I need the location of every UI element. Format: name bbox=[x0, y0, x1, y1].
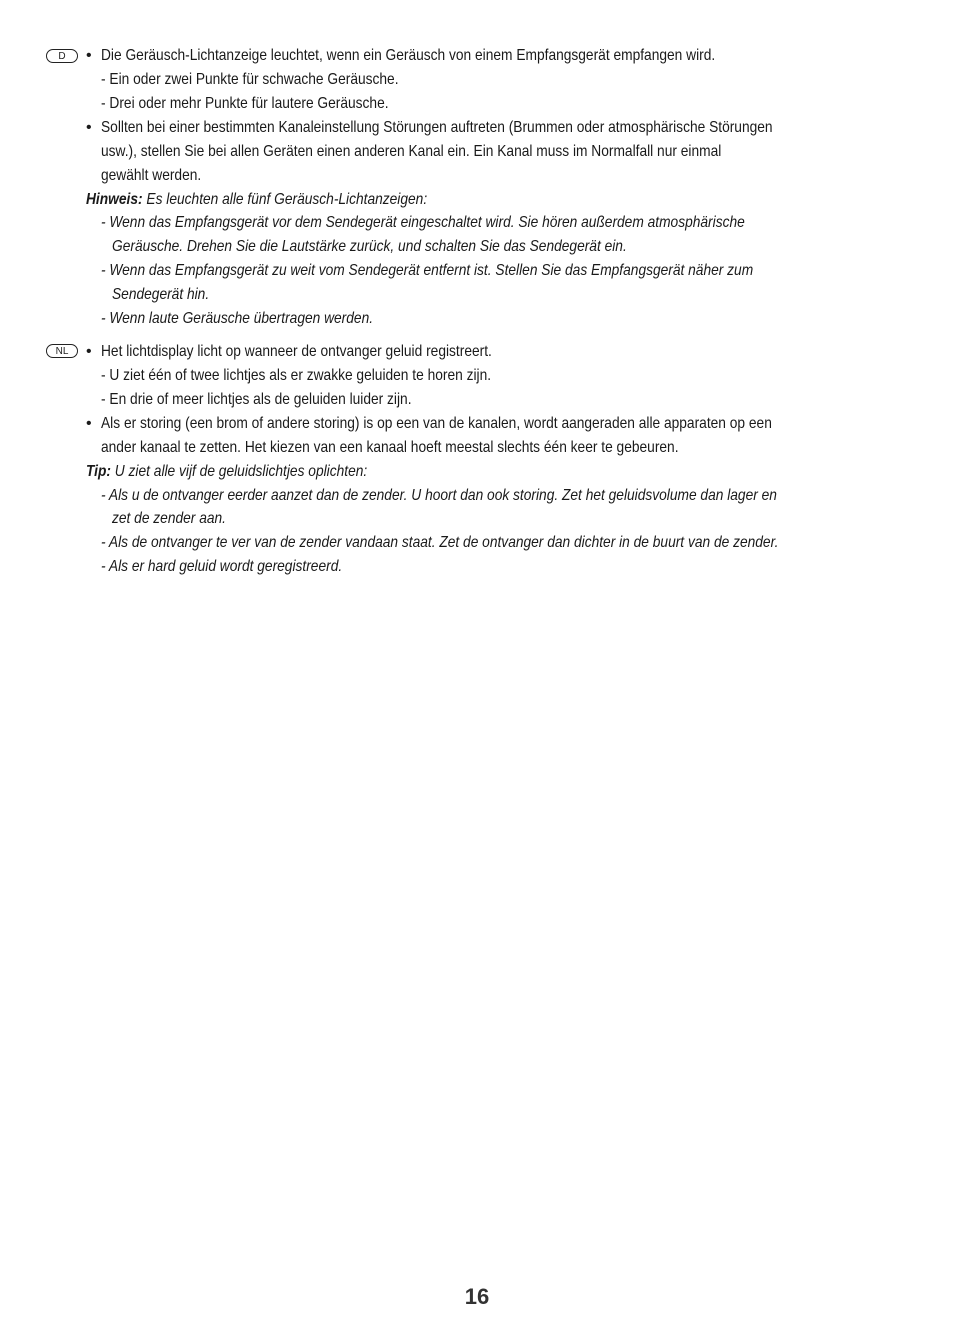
de-note-text: Es leuchten alle fünf Geräusch-Lichtanzeigen: bbox=[146, 191, 428, 208]
bullet-icon: • bbox=[86, 343, 92, 360]
nl-note-label: Tip: bbox=[86, 463, 111, 480]
nl-bullet1-sub2: - En drie of meer lichtjes als de geluiden luider zijn. bbox=[101, 391, 412, 408]
de-note-label: Hinweis: bbox=[86, 191, 143, 208]
nl-note-heading bbox=[86, 462, 367, 482]
de-bullet1-text: Die Geräusch-Lichtanzeige leuchtet, wenn ein Geräusch von einem Empfangsgerät empfangen wird. bbox=[101, 47, 716, 64]
language-badge-nl: NL bbox=[46, 344, 78, 358]
nl-note-item1-line2: zet de zender aan. bbox=[112, 510, 226, 527]
nl-note-text: U ziet alle vijf de geluidslichtjes oplichten: bbox=[114, 463, 368, 480]
nl-bullet1-text: Het lichtdisplay licht op wanneer de ontvanger geluid registreert. bbox=[101, 343, 492, 360]
bullet-icon: • bbox=[86, 415, 92, 432]
nl-note-item2-line1: - Als de ontvanger te ver van de zender vandaan staat. Zet de ontvanger dan dichter in de buurt van de zender. bbox=[101, 534, 779, 551]
bullet-icon: • bbox=[86, 47, 92, 64]
de-bullet1-sub1: - Ein oder zwei Punkte für schwache Geräusche. bbox=[101, 71, 399, 88]
de-note-item3: - Wenn laute Geräusche übertragen werden. bbox=[101, 310, 374, 327]
bullet-icon: • bbox=[86, 119, 92, 136]
language-badge-de: D bbox=[46, 49, 78, 63]
de-bullet2-line1: Sollten bei einer bestimmten Kanaleinstellung Störungen auftreten (Brummen oder atmosphärische Störungen bbox=[101, 119, 773, 136]
de-note-item2-line1: - Wenn das Empfangsgerät zu weit vom Sendegerät entfernt ist. Stellen Sie das Empfangsgerät näher zum bbox=[101, 262, 754, 279]
de-bullet2-line3: gewählt werden. bbox=[101, 167, 202, 184]
de-bullet1-sub2: - Drei oder mehr Punkte für lautere Geräusche. bbox=[101, 95, 389, 112]
nl-bullet2-line1: Als er storing (een brom of andere storing) is op een van de kanalen, wordt aangeraden alle apparaten op een bbox=[101, 415, 772, 432]
page-number: 16 bbox=[464, 1284, 490, 1309]
de-note-item2-line2: Sendegerät hin. bbox=[112, 286, 210, 303]
de-note-heading bbox=[86, 190, 427, 210]
de-note-item1-line1: - Wenn das Empfangsgerät vor dem Sendegerät eingeschaltet wird. Sie hören außerdem atmosphärische bbox=[101, 214, 745, 231]
nl-bullet2-line2: ander kanaal te zetten. Het kiezen van een kanaal hoeft meestal slechts één keer te gebeuren. bbox=[101, 439, 679, 456]
de-note-item1-line2: Geräusche. Drehen Sie die Lautstärke zurück, und schalten Sie das Sendegerät ein. bbox=[112, 238, 627, 255]
nl-bullet1-sub1: - U ziet één of twee lichtjes als er zwakke geluiden te horen zijn. bbox=[101, 367, 492, 384]
nl-note-item3: - Als er hard geluid wordt geregistreerd. bbox=[101, 558, 343, 575]
de-bullet2-line2: usw.), stellen Sie bei allen Geräten einen anderen Kanal ein. Ein Kanal muss im Normalfall nur einmal bbox=[101, 143, 722, 160]
nl-note-item1-line1: - Als u de ontvanger eerder aanzet dan de zender. U hoort dan ook storing. Zet het geluidsvolume dan lager en bbox=[101, 487, 777, 504]
